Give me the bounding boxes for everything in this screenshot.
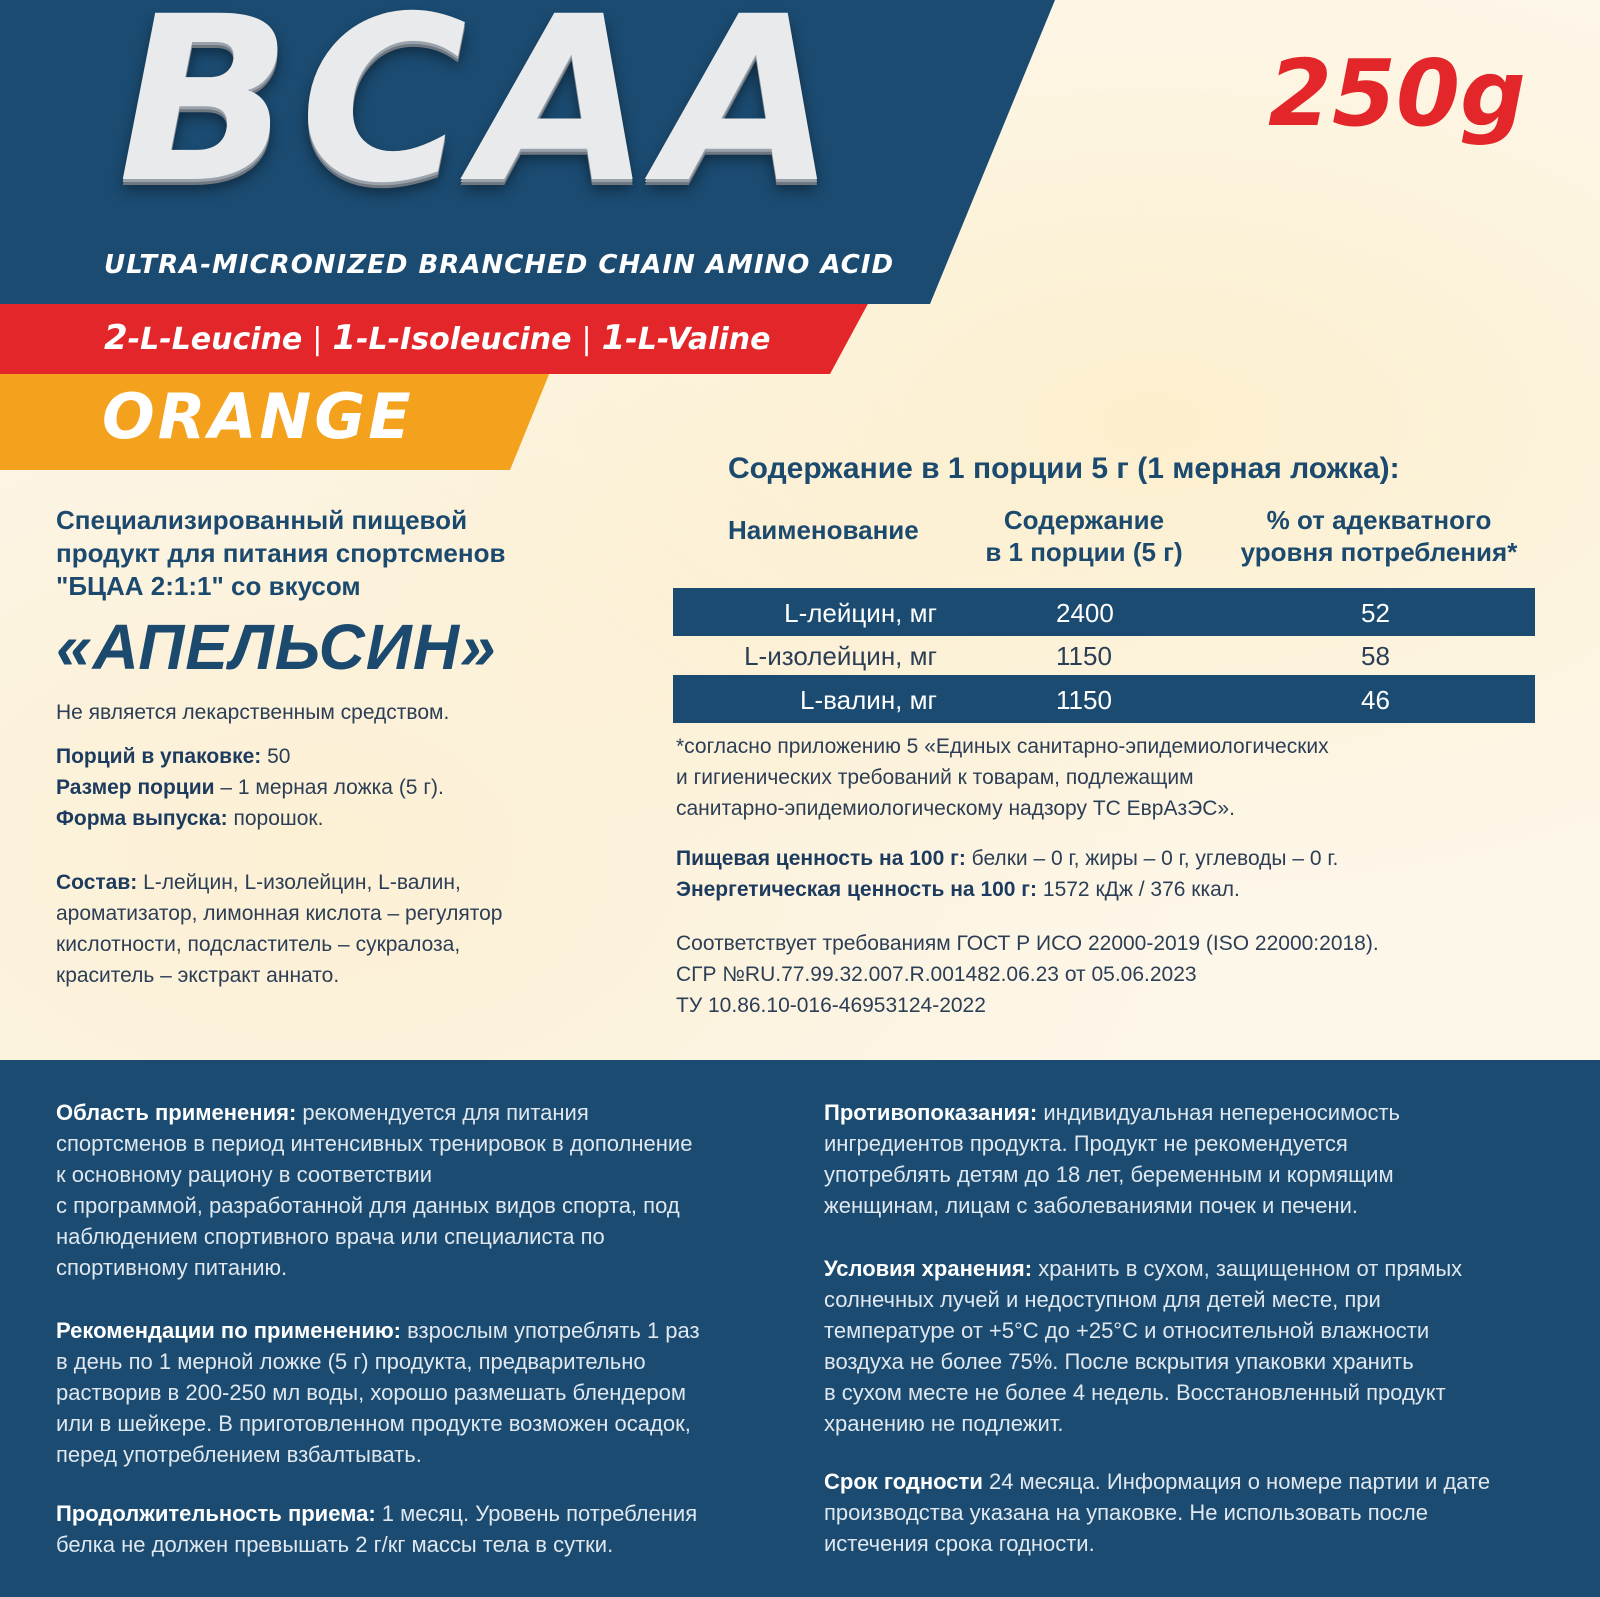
footnote-line: и гигиенических требований к товарам, подлежащим <box>676 766 1194 789</box>
ratio-separator: | <box>312 322 323 357</box>
recommendations-section <box>56 1315 700 1470</box>
table-footnote <box>676 731 1556 824</box>
amino-ratio <box>104 318 771 358</box>
column-header-percent-line: уровня потребления* <box>1240 537 1518 567</box>
shelf-life-line: истечения срока годности. <box>824 1531 1095 1556</box>
info-panel <box>0 1060 1600 1597</box>
row-percent: 52 <box>1361 598 1390 628</box>
row-name: L-лейцин, мг <box>784 598 937 628</box>
storage-line: воздуха не более 75%. После вскрытия упаковки хранить <box>824 1349 1414 1374</box>
storage-line: температуре от +5°С до +25°С и относительной влажности <box>824 1318 1430 1343</box>
usage-line: с программой, разработанной для данных видов спорта, под <box>56 1193 680 1218</box>
ratio-leucine: -L-Leucine <box>127 322 303 357</box>
row-amount: 2400 <box>1056 598 1114 628</box>
row-name: L-валин, мг <box>800 685 937 715</box>
row-amount: 1150 <box>1056 685 1112 715</box>
row-percent: 58 <box>1361 641 1390 671</box>
shelf-life-label: Срок годности <box>824 1469 983 1494</box>
nutrition-value: белки – 0 г, жиры – 0 г, углеводы – 0 г. <box>965 847 1339 870</box>
composition-line: L-лейцин, L-изолейцин, L-валин, <box>137 871 461 894</box>
column-header-amount-line: Содержание <box>1003 505 1165 535</box>
composition <box>56 867 616 991</box>
ratio-leucine-number: 2 <box>104 318 128 358</box>
size-value: – 1 мерная ложка (5 г). <box>214 776 444 799</box>
recommendations-line: в день по 1 мерной ложке (5 г) продукта, предварительно <box>56 1349 646 1374</box>
recommendations-line: или в шейкере. В приготовленном продукте возможен осадок, <box>56 1411 691 1436</box>
shelf-life-line: производства указана на упаковке. Не использовать после <box>824 1500 1428 1525</box>
energy-label: Энергетическая ценность на 100 г: <box>676 878 1038 901</box>
shelf-life-line: 24 месяца. Информация о номере партии и дате <box>982 1469 1491 1494</box>
ratio-separator: | <box>581 322 592 357</box>
flavor-label: ORANGE <box>102 380 414 453</box>
contraindications-line: употреблять детям до 18 лет, беременным и кормящим <box>824 1162 1394 1187</box>
footnote-line: *согласно приложению 5 «Единых санитарно-эпидемиологических <box>676 735 1329 758</box>
table-title: Содержание в 1 порции 5 г (1 мерная ложка): <box>728 452 1400 485</box>
storage-label: Условия хранения: <box>824 1256 1033 1281</box>
duration-label: Продолжительность приема: <box>56 1501 376 1526</box>
table-row <box>673 631 1535 679</box>
storage-section <box>824 1253 1462 1439</box>
ratio-valine: -L-Valine <box>625 322 771 357</box>
usage-label: Область применения: <box>56 1100 297 1125</box>
product-subtitle: ULTRA-MICRONIZED BRANCHED CHAIN AMINO ACID <box>104 250 895 280</box>
size-label: Размер порции <box>56 776 215 799</box>
recommendations-label: Рекомендации по применению: <box>56 1318 401 1343</box>
flavor-name: «АПЕЛЬСИН» <box>56 611 497 683</box>
storage-line: солнечных лучей и недоступном для детей месте, при <box>824 1287 1381 1312</box>
certification-line: Соответствует требованиям ГОСТ Р ИСО 22000-2019 (ISO 22000:2018). <box>676 932 1379 955</box>
usage-section <box>56 1097 692 1283</box>
contraindications-line: ингредиентов продукта. Продукт не рекомендуется <box>824 1131 1348 1156</box>
footnote-line: санитарно-эпидемиологическому надзору ТС ЕврАзЭС». <box>676 797 1235 820</box>
ratio-isoleucine-number: 1 <box>332 318 357 358</box>
usage-line: спортивному питанию. <box>56 1255 288 1280</box>
form-label: Форма выпуска: <box>56 807 228 830</box>
product-description: Специализированный пищевой продукт для питания спортсменов "БЦАА 2:1:1" со вкусом <box>56 505 506 601</box>
usage-line: спортсменов в период интенсивных тренировок в дополнение <box>56 1131 693 1156</box>
certification-line: СГР №RU.77.99.32.007.R.001482.06.23 от 05.06.2023 <box>676 963 1197 986</box>
storage-line: хранению не подлежит. <box>824 1411 1064 1436</box>
duration-section <box>56 1498 697 1560</box>
duration-line: белка не должен превышать 2 г/кг массы тела в сутки. <box>56 1532 614 1557</box>
row-amount: 1150 <box>1056 641 1112 671</box>
usage-line: наблюдением спортивного врача или специалиста по <box>56 1224 605 1249</box>
portions-value: 50 <box>261 745 291 768</box>
column-header-name: Наименование <box>728 515 919 545</box>
column-header-percent <box>1226 504 1532 568</box>
form-value: порошок. <box>227 807 324 830</box>
product-title: BCAA <box>118 0 845 233</box>
table-row <box>673 588 1535 636</box>
row-percent: 46 <box>1361 685 1390 715</box>
recommendations-line: растворив в 200-250 мл воды, хорошо размешать блендером <box>56 1380 687 1405</box>
shelf-life-section <box>824 1466 1490 1559</box>
composition-line: ароматизатор, лимонная кислота – регулятор <box>56 902 503 925</box>
contraindications-line: женщинам, лицам с заболеваниями почек и печени. <box>824 1193 1359 1218</box>
usage-line: рекомендуется для питания <box>296 1100 589 1125</box>
composition-line: краситель – экстракт аннато. <box>56 964 340 987</box>
net-weight: 250g <box>1268 40 1526 147</box>
portions-label: Порций в упаковке: <box>56 745 262 768</box>
certification <box>676 928 1556 1021</box>
ratio-isoleucine: -L-Isoleucine <box>356 322 572 357</box>
ratio-valine-number: 1 <box>601 318 626 358</box>
composition-line: кислотности, подсластитель – сукралоза, <box>56 933 461 956</box>
storage-line: хранить в сухом, защищенном от прямых <box>1032 1256 1463 1281</box>
column-header-amount-line: в 1 порции (5 г) <box>985 537 1183 567</box>
contraindications-section <box>824 1097 1400 1221</box>
recommendations-line: перед употреблением взбалтывать. <box>56 1442 422 1467</box>
column-header-percent-line: % от адекватного <box>1266 505 1492 535</box>
disclaimer: Не является лекарственным средством. <box>56 701 450 724</box>
duration-line: 1 месяц. Уровень потребления <box>375 1501 698 1526</box>
energy-value: 1572 кДж / 376 ккал. <box>1037 878 1240 901</box>
nutrition-info <box>676 843 1556 905</box>
contraindications-line: индивидуальная непереносимость <box>1037 1100 1400 1125</box>
contraindications-label: Противопоказания: <box>824 1100 1038 1125</box>
nutrition-label: Пищевая ценность на 100 г: <box>676 847 966 870</box>
table-row <box>673 675 1535 723</box>
column-header-amount <box>968 504 1200 568</box>
certification-line: ТУ 10.86.10-016-46953124-2022 <box>676 994 986 1017</box>
row-name: L-изолейцин, мг <box>744 641 937 671</box>
storage-line: в сухом месте не более 4 недель. Восстановленный продукт <box>824 1380 1446 1405</box>
composition-label: Состав: <box>56 871 138 894</box>
recommendations-line: взрослым употреблять 1 раз <box>400 1318 700 1343</box>
usage-line: к основному рациону в соответствии <box>56 1162 432 1187</box>
package-info <box>56 741 616 834</box>
